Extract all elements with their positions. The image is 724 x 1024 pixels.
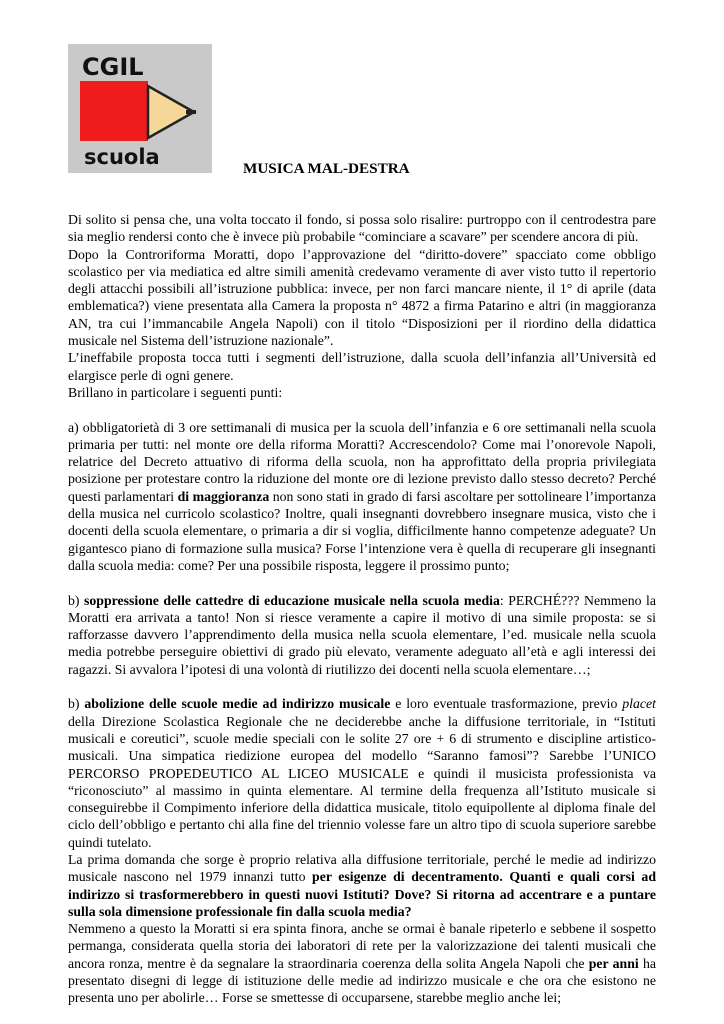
document-title: MUSICA MAL-DESTRA xyxy=(243,160,410,177)
paragraph-proposta: L’ineffabile proposta tocca tutti i segmenti dell’istruzione, dalla scuola dell’infanzia all’Università ed elargisce perle di ogni genere. xyxy=(68,350,656,383)
logo-org-text: CGIL xyxy=(82,53,144,81)
logo-red-square xyxy=(80,81,148,141)
logo-sub-text: scuola xyxy=(84,145,160,169)
logo-graphic xyxy=(68,44,212,173)
cgil-scuola-logo xyxy=(68,44,212,173)
paragraph-punti: Brillano in particolare i seguenti punti: xyxy=(68,384,283,400)
paragraph-nemmeno: Nemmeno a questo la Moratti si era spinta finora, anche se ormai è banale ripeterlo e sebbene il sospetto permanga, considerata quella storia dei laboratori di rete per la valorizzazione dei talenti musicali che ancora ronza, mentre è da segnalare la straordinaria coerenza della solita Angela Napoli che per anni ha presentato disegni di legge di istituzione delle medie ad indirizzo musicale e che ora che esistono ne presenta uno per abolirle… Forse se smettesse di occuparsene, starebbe meglio anche lei; xyxy=(68,921,656,1006)
paragraph-domanda: La prima domanda che sorge è proprio relativa alla diffusione territoriale, perché le medie ad indirizzo musicale nascono nel 1979 innanzi tutto per esigenze di decentramento. Quanti e quali corsi ad indirizzo si trasformerebbero in questi nuovi Istituti? Dove? Si ritorna ad accentrare e a puntare sulla sola dimensione professionale fin dalla scuola media? xyxy=(68,851,656,919)
paragraph-intro: Di solito si pensa che, una volta toccato il fondo, si possa solo risalire: purtroppo con il centrodestra pare sia meglio rendersi conto che è invece più probabile “cominciare a scavare” per scendere ancora di più. xyxy=(68,212,656,245)
paragraph-controriforma: Dopo la Controriforma Moratti, dopo l’approvazione del “diritto-dovere” spacciato come obbligo scolastico per via mediatica ed altre simili amenità credevamo veramente di aver visto tutto il repertorio degli attacchi possibili all’istruzione pubblica: invece, per non farci mancare niente, il 1° di aprile (data emblematica?) viene presentata alla Camera la proposta n° 4872 a firma Patarino e altri (in maggioranza AN, tra cui l’immancabile Angela Napoli) con il titolo “Disposizioni per il riordino della didattica musicale nel Sistema dell’istruzione nazionale”. xyxy=(68,246,656,349)
point-b-soppressione: b) soppressione delle cattedre di educazione musicale nella scuola media: PERCHÉ??? Nemmeno la Moratti era arrivata a tanto! Non si riesce veramente a capire il motivo di una simile proposta: se si rafforzasse davvero l’apprendimento della musica nella scuola elementare, l’ed. musicale nella scuola media potrebbe perseguire obiettivi di grado più elevato, veramente adeguato all’età e agli interessi dei ragazzi. Si avvalora l’ipotesi di una volontà di riutilizzo dei docenti nella scuola elementare…; xyxy=(68,592,656,677)
article-body xyxy=(68,211,656,1007)
point-b-abolizione: b) abolizione delle scuole medie ad indirizzo musicale e loro eventuale trasformazione, previo placet della Direzione Scolastica Regionale che ne deciderebbe anche la diffusione territoriale, in “Istituti musicali e coreutici”, scuole medie speciali con le solite 27 ore + 6 di strumento e discipline artistico-musicali. Una simpatica riedizione europea del modello “Saranno famosi”? Sarebbe l’UNICO PERCORSO PROPEDEUTICO AL LICEO MUSICALE e quindi il musicista professionista va “riconosciuto” al massimo in quinta elementare. Al termine della frequenza all’Istituto musicale si conseguirebbe il Compimento inferiore della didattica musicale, titolo equipollente al diploma finale del ciclo dell’obbligo e pertanto chi alla fine del triennio volesse fare un altro tipo di scuola superiore sarebbe quindi tutelato. xyxy=(68,696,656,850)
point-a: a) obbligatorietà di 3 ore settimanali di musica per la scuola dell’infanzia e 6 ore settimanali nella scuola primaria per tutti: nel monte ore della riforma Moratti? Accrescendolo? Come mai l’onorevole Napoli, relatrice del Decreto attuativo di riforma della scuola, non ha approfittato della propria privilegiata posizione per protestare contro la riduzione del monte ore di lezione previsto dallo stesso decreto? Perché questi parlamentari di maggioranza non sono stati in grado di farsi ascoltare per sottolineare l’importanza della musica nel curricolo scolastico? Inoltre, quali insegnanti dovrebbero insegnare musica, visto che i docenti della scuola elementare, o primaria a dir si voglia, difficilmente hanno competenze adeguate? Un gigantesco piano di formazione sulla musica? Forse l’intenzione vera è quella di recuperare gli insegnanti dalla scuola media: come? Per una possibile risposta, leggere il prossimo punto; xyxy=(68,419,657,573)
